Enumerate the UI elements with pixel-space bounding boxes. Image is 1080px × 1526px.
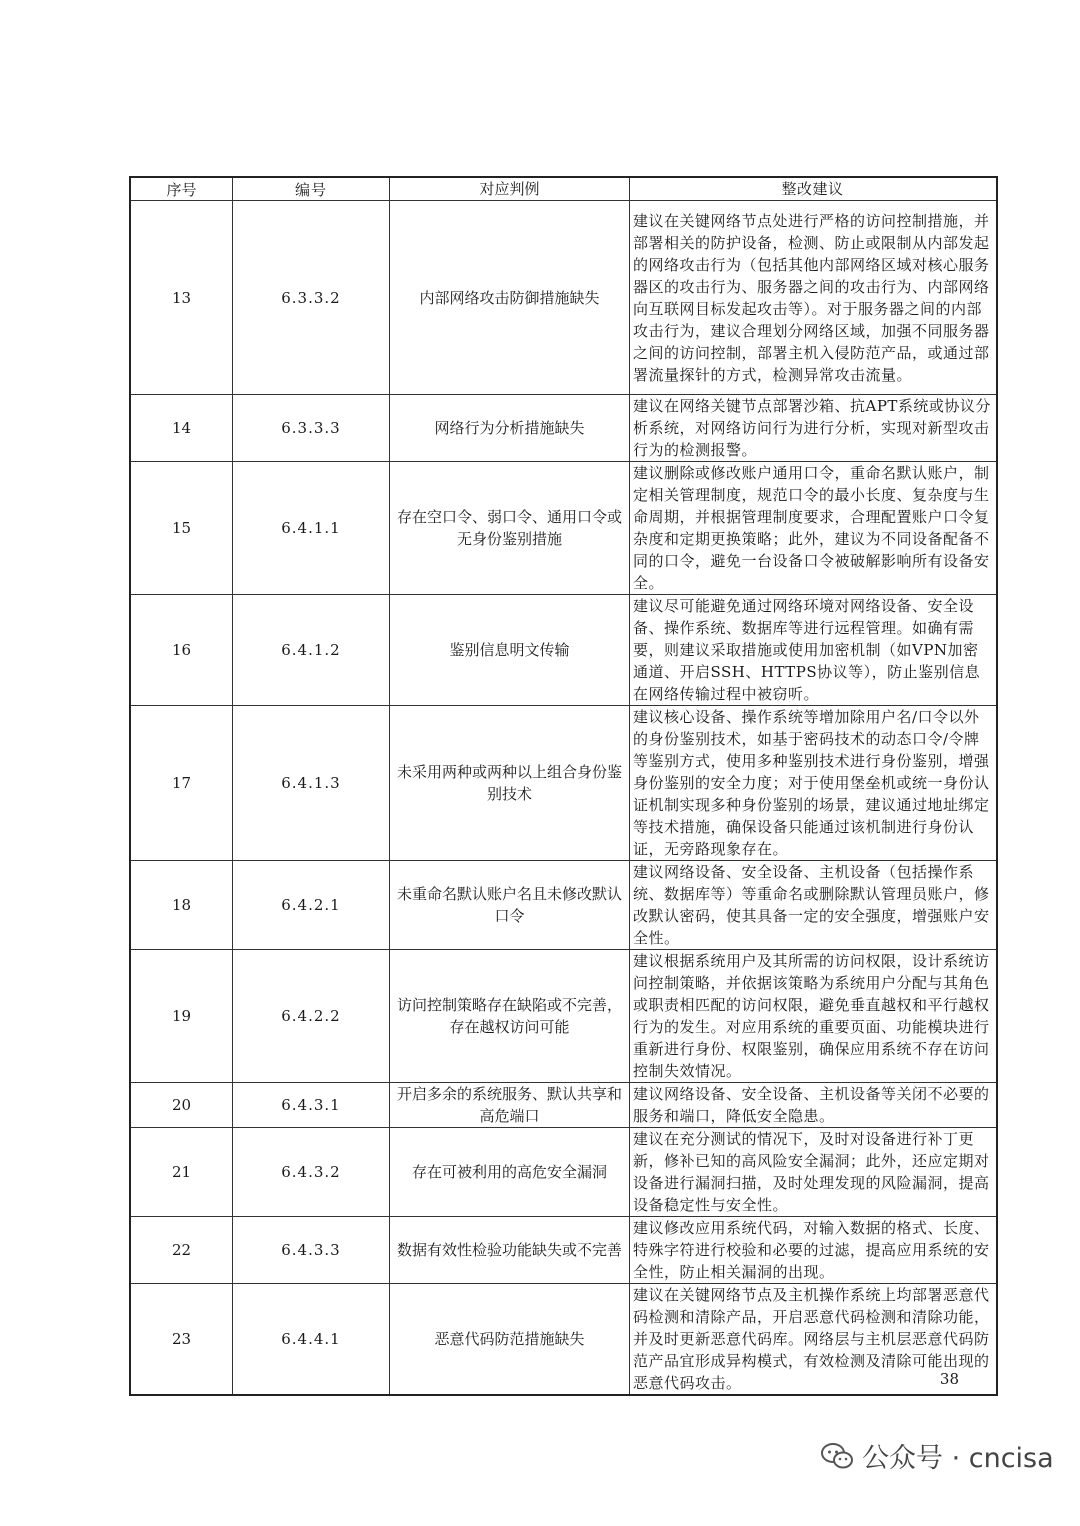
table-header-row xyxy=(130,177,997,201)
row-code: 6.4.3.3 xyxy=(233,1217,390,1284)
table-row xyxy=(130,861,997,950)
row-case: 恶意代码防范措施缺失 xyxy=(390,1284,630,1396)
page-number: 38 xyxy=(939,1370,959,1388)
row-code: 6.4.1.1 xyxy=(233,462,390,595)
row-advice: 建议根据系统用户及其所需的访问权限，设计系统访问控制策略，并依据该策略为系统用户分配与其角色或职责相匹配的访问权限，避免垂直越权和平行越权行为的发生。对应用系统的重要页面、功能模块进行重新进行身份、权限鉴别，确保应用系统不存在访问控制失效情况。 xyxy=(630,950,998,1083)
row-advice: 建议在关键网络节点处进行严格的访问控制措施，并部署相关的防护设备，检测、防止或限制从内部发起的网络攻击行为（包括其他内部网络区域对核心服务器区的攻击行为、服务器之间的攻击行为、内部网络向互联网目标发起攻击等）。对于服务器之间的内部攻击行为，建议合理划分网络区域，加强不同服务器之间的访问控制，部署主机入侵防范产品，或通过部署流量探针的方式，检测异常攻击流量。 xyxy=(630,201,998,395)
header-num: 序号 xyxy=(130,177,233,201)
row-code: 6.4.4.1 xyxy=(233,1284,390,1396)
row-advice: 建议修改应用系统代码，对输入数据的格式、长度、特殊字符进行校验和必要的过滤，提高应用系统的安全性，防止相关漏洞的出现。 xyxy=(630,1217,998,1284)
row-code: 6.3.3.2 xyxy=(233,201,390,395)
row-code: 6.4.3.2 xyxy=(233,1128,390,1217)
watermark xyxy=(820,1436,1054,1475)
row-advice: 建议核心设备、操作系统等增加除用户名/口令以外的身份鉴别技术，如基于密码技术的动态口令/令牌等鉴别方式，使用多种鉴别技术进行身份鉴别，增强身份鉴别的安全力度；对于使用堡垒机或统一身份认证机制实现多种身份鉴别的场景，建议通过地址绑定等技术措施，确保设备只能通过该机制进行身份认证，无旁路现象存在。 xyxy=(630,706,998,861)
row-advice: 建议删除或修改账户通用口令，重命名默认账户，制定相关管理制度，规范口令的最小长度、复杂度与生命周期，并根据管理制度要求，合理配置账户口令复杂度和定期更换策略；此外，建议为不同设备配备不同的口令，避免一台设备口令被破解影响所有设备安全。 xyxy=(630,462,998,595)
wechat-icon xyxy=(820,1441,854,1471)
row-code: 6.3.3.3 xyxy=(233,395,390,462)
row-num: 18 xyxy=(130,861,233,950)
table-row xyxy=(130,1217,997,1284)
row-advice: 建议尽可能避免通过网络环境对网络设备、安全设备、操作系统、数据库等进行远程管理。如确有需要，则建议采取措施或使用加密机制（如VPN加密通道、开启SSH、HTTPS协议等），防止鉴别信息在网络传输过程中被窃听。 xyxy=(630,595,998,706)
table-row xyxy=(130,201,997,395)
watermark-text: 公众号 · cncisa xyxy=(862,1443,1054,1474)
row-case: 访问控制策略存在缺陷或不完善，存在越权访问可能 xyxy=(390,950,630,1083)
row-case: 网络行为分析措施缺失 xyxy=(390,395,630,462)
table-row xyxy=(130,395,997,462)
row-num: 14 xyxy=(130,395,233,462)
row-code: 6.4.2.2 xyxy=(233,950,390,1083)
table-row xyxy=(130,1083,997,1128)
row-num: 19 xyxy=(130,950,233,1083)
row-case: 未采用两种或两种以上组合身份鉴别技术 xyxy=(390,706,630,861)
row-advice: 建议在充分测试的情况下，及时对设备进行补丁更新，修补已知的高风险安全漏洞；此外，还应定期对设备进行漏洞扫描，及时处理发现的风险漏洞，提高设备稳定性与安全性。 xyxy=(630,1128,998,1217)
row-case: 数据有效性检验功能缺失或不完善 xyxy=(390,1217,630,1284)
row-case: 开启多余的系统服务、默认共享和高危端口 xyxy=(390,1083,630,1128)
row-advice: 建议在关键网络节点及主机操作系统上均部署恶意代码检测和清除产品，开启恶意代码检测和清除功能，并及时更新恶意代码库。网络层与主机层恶意代码防范产品宜形成异构模式，有效检测及清除可能出现的恶意代码攻击。 xyxy=(630,1284,998,1396)
header-code: 编号 xyxy=(233,177,390,201)
row-code: 6.4.2.1 xyxy=(233,861,390,950)
rectification-table xyxy=(129,176,998,1396)
row-num: 23 xyxy=(130,1284,233,1396)
row-case: 鉴别信息明文传输 xyxy=(390,595,630,706)
table-row xyxy=(130,1128,997,1217)
row-num: 15 xyxy=(130,462,233,595)
row-case: 内部网络攻击防御措施缺失 xyxy=(390,201,630,395)
table-row xyxy=(130,950,997,1083)
row-num: 16 xyxy=(130,595,233,706)
row-case: 未重命名默认账户名且未修改默认口令 xyxy=(390,861,630,950)
row-code: 6.4.3.1 xyxy=(233,1083,390,1128)
header-case: 对应判例 xyxy=(390,177,630,201)
row-num: 21 xyxy=(130,1128,233,1217)
row-advice: 建议在网络关键节点部署沙箱、抗APT系统或协议分析系统，对网络访问行为进行分析，实现对新型攻击行为的检测报警。 xyxy=(630,395,998,462)
table-row xyxy=(130,706,997,861)
row-code: 6.4.1.2 xyxy=(233,595,390,706)
row-code: 6.4.1.3 xyxy=(233,706,390,861)
table-row xyxy=(130,595,997,706)
row-num: 22 xyxy=(130,1217,233,1284)
row-case: 存在空口令、弱口令、通用口令或无身份鉴别措施 xyxy=(390,462,630,595)
row-advice: 建议网络设备、安全设备、主机设备等关闭不必要的服务和端口，降低安全隐患。 xyxy=(630,1083,998,1128)
row-num: 13 xyxy=(130,201,233,395)
row-case: 存在可被利用的高危安全漏洞 xyxy=(390,1128,630,1217)
table-row xyxy=(130,462,997,595)
row-num: 17 xyxy=(130,706,233,861)
table-row xyxy=(130,1284,997,1396)
row-num: 20 xyxy=(130,1083,233,1128)
row-advice: 建议网络设备、安全设备、主机设备（包括操作系统、数据库等）等重命名或删除默认管理员账户，修改默认密码，使其具备一定的安全强度，增强账户安全性。 xyxy=(630,861,998,950)
header-advice: 整改建议 xyxy=(630,177,998,201)
